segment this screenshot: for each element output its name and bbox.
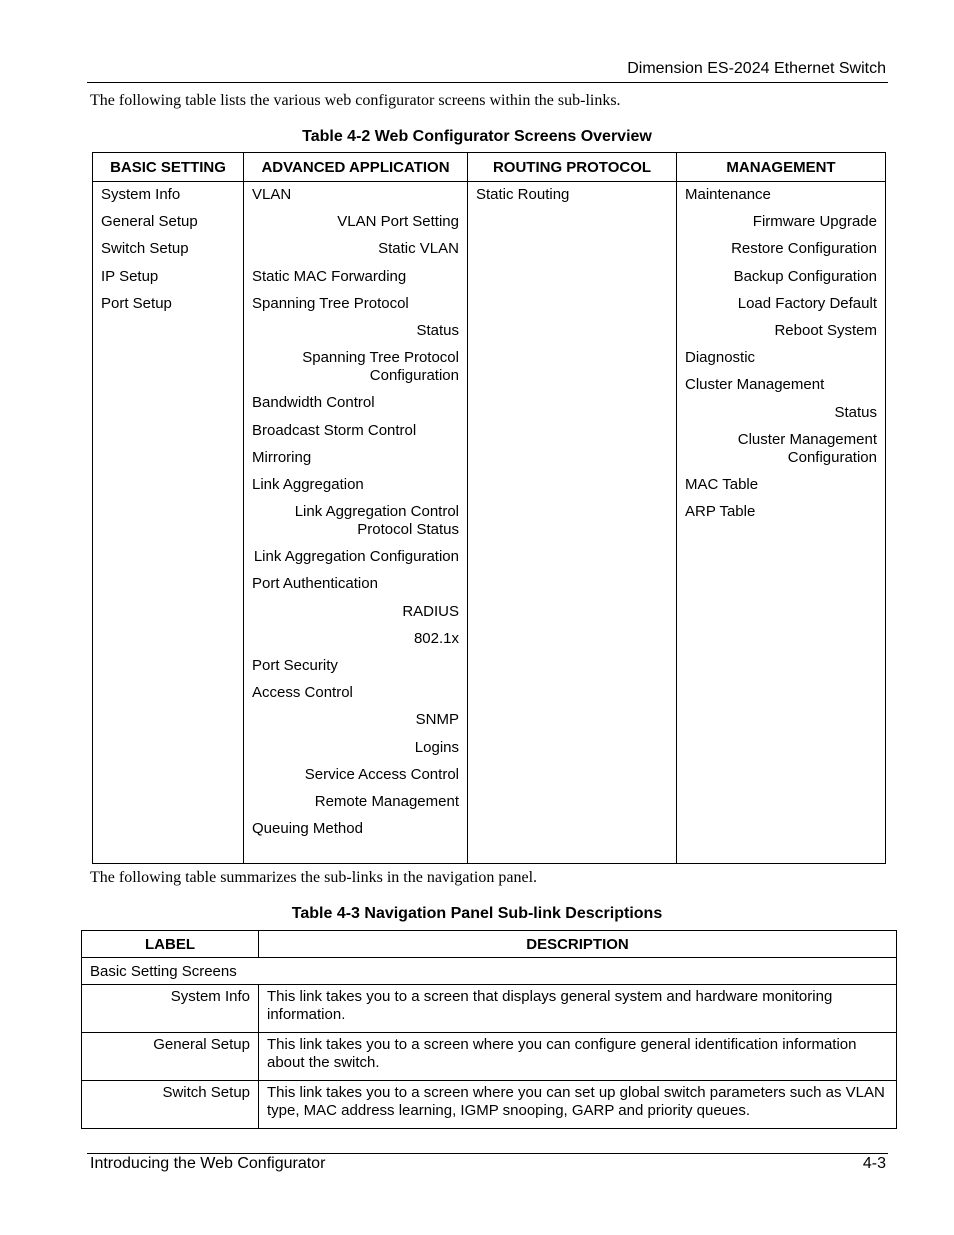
row-label: General Setup xyxy=(82,1033,259,1081)
advanced-item: Link Aggregation Configuration xyxy=(253,548,459,566)
advanced-item: RADIUS xyxy=(402,602,459,620)
advanced-item: Spanning Tree Protocol Configuration xyxy=(302,349,459,385)
row-label: System Info xyxy=(82,985,259,1033)
table-4-3-caption: Table 4-3 Navigation Panel Sub-link Descriptions xyxy=(291,905,663,922)
row-description: This link takes you to a screen where you can set up global switch parameters such as VLAN type, MAC address learning, IGMP snooping, GARP and priority queues. xyxy=(259,1081,897,1129)
advanced-item: Status xyxy=(416,321,459,339)
advanced-item: Link Aggregation xyxy=(252,475,364,493)
management-item: MAC Table xyxy=(685,475,759,493)
intro-paragraph-2: The following table summarizes the sub-links in the navigation panel. xyxy=(90,869,538,886)
basic-item: Switch Setup xyxy=(101,240,189,258)
basic-item: System Info xyxy=(101,186,181,203)
row-description: This link takes you to a screen where you can configure general identification information about the switch. xyxy=(259,1033,897,1081)
basic-item: Port Setup xyxy=(101,294,172,312)
advanced-item: Port Authentication xyxy=(252,575,378,593)
basic-item: IP Setup xyxy=(101,267,159,285)
web-configurator-screens-table xyxy=(92,152,886,864)
management-item: Status xyxy=(834,403,877,421)
management-item: Maintenance xyxy=(685,186,771,203)
row-label: Switch Setup xyxy=(82,1081,259,1129)
header-advanced-application: ADVANCED APPLICATION xyxy=(244,153,468,182)
advanced-application-cell xyxy=(244,182,468,864)
advanced-item: 802.1x xyxy=(413,629,459,647)
table-row xyxy=(82,1081,897,1129)
management-item: ARP Table xyxy=(685,503,756,521)
advanced-item: Link Aggregation Control Protocol Status xyxy=(294,503,459,539)
header-basic-setting: BASIC SETTING xyxy=(93,153,244,182)
advanced-item: Service Access Control xyxy=(304,765,459,783)
advanced-item: SNMP xyxy=(415,711,459,729)
routing-protocol-cell xyxy=(468,182,677,864)
header-label: LABEL xyxy=(82,931,259,958)
management-item: Backup Configuration xyxy=(733,267,877,285)
header-routing-protocol: ROUTING PROTOCOL xyxy=(468,153,677,182)
management-item: Cluster Management xyxy=(685,376,825,394)
section-basic-setting-screens: Basic Setting Screens xyxy=(82,958,897,985)
page-header-title: Dimension ES-2024 Ethernet Switch xyxy=(627,60,886,77)
advanced-item: VLAN xyxy=(252,186,292,203)
advanced-item: Remote Management xyxy=(314,792,459,810)
advanced-item: Mirroring xyxy=(252,448,312,466)
header-rule xyxy=(87,82,888,83)
management-item: Firmware Upgrade xyxy=(752,213,877,231)
advanced-item: Access Control xyxy=(252,684,353,702)
advanced-item: Port Security xyxy=(252,657,338,674)
table-4-2-caption: Table 4-2 Web Configurator Screens Overview xyxy=(302,128,652,145)
intro-paragraph-1: The following table lists the various web configurator screens within the sub-links. xyxy=(90,92,621,109)
advanced-item: Spanning Tree Protocol xyxy=(252,294,409,312)
basic-item: General Setup xyxy=(101,213,198,231)
advanced-item: Logins xyxy=(414,738,459,756)
management-item: Diagnostic xyxy=(685,349,756,367)
footer-rule xyxy=(87,1153,888,1154)
advanced-item: VLAN Port Setting xyxy=(337,213,459,231)
advanced-item: Static VLAN xyxy=(378,240,459,258)
routing-item: Static Routing xyxy=(476,186,570,203)
advanced-item: Queuing Method xyxy=(252,820,363,838)
advanced-item: Static MAC Forwarding xyxy=(252,267,407,285)
management-cell xyxy=(677,182,886,864)
management-item: Load Factory Default xyxy=(737,294,877,312)
table-row xyxy=(82,1033,897,1081)
advanced-item: Broadcast Storm Control xyxy=(252,421,417,439)
row-description: This link takes you to a screen that displays general system and hardware monitoring information. xyxy=(259,985,897,1033)
footer-chapter-title: Introducing the Web Configurator xyxy=(90,1155,326,1172)
management-item: Reboot System xyxy=(774,321,877,339)
basic-setting-cell xyxy=(93,182,244,864)
header-management: MANAGEMENT xyxy=(677,153,886,182)
footer-page-number: 4-3 xyxy=(862,1155,886,1172)
table-row xyxy=(82,985,897,1033)
navigation-sublink-table xyxy=(81,930,897,1129)
management-item: Restore Configuration xyxy=(731,240,877,258)
header-description: DESCRIPTION xyxy=(259,931,897,958)
management-item: Cluster Management Configuration xyxy=(737,430,877,466)
advanced-item: Bandwidth Control xyxy=(252,394,375,412)
